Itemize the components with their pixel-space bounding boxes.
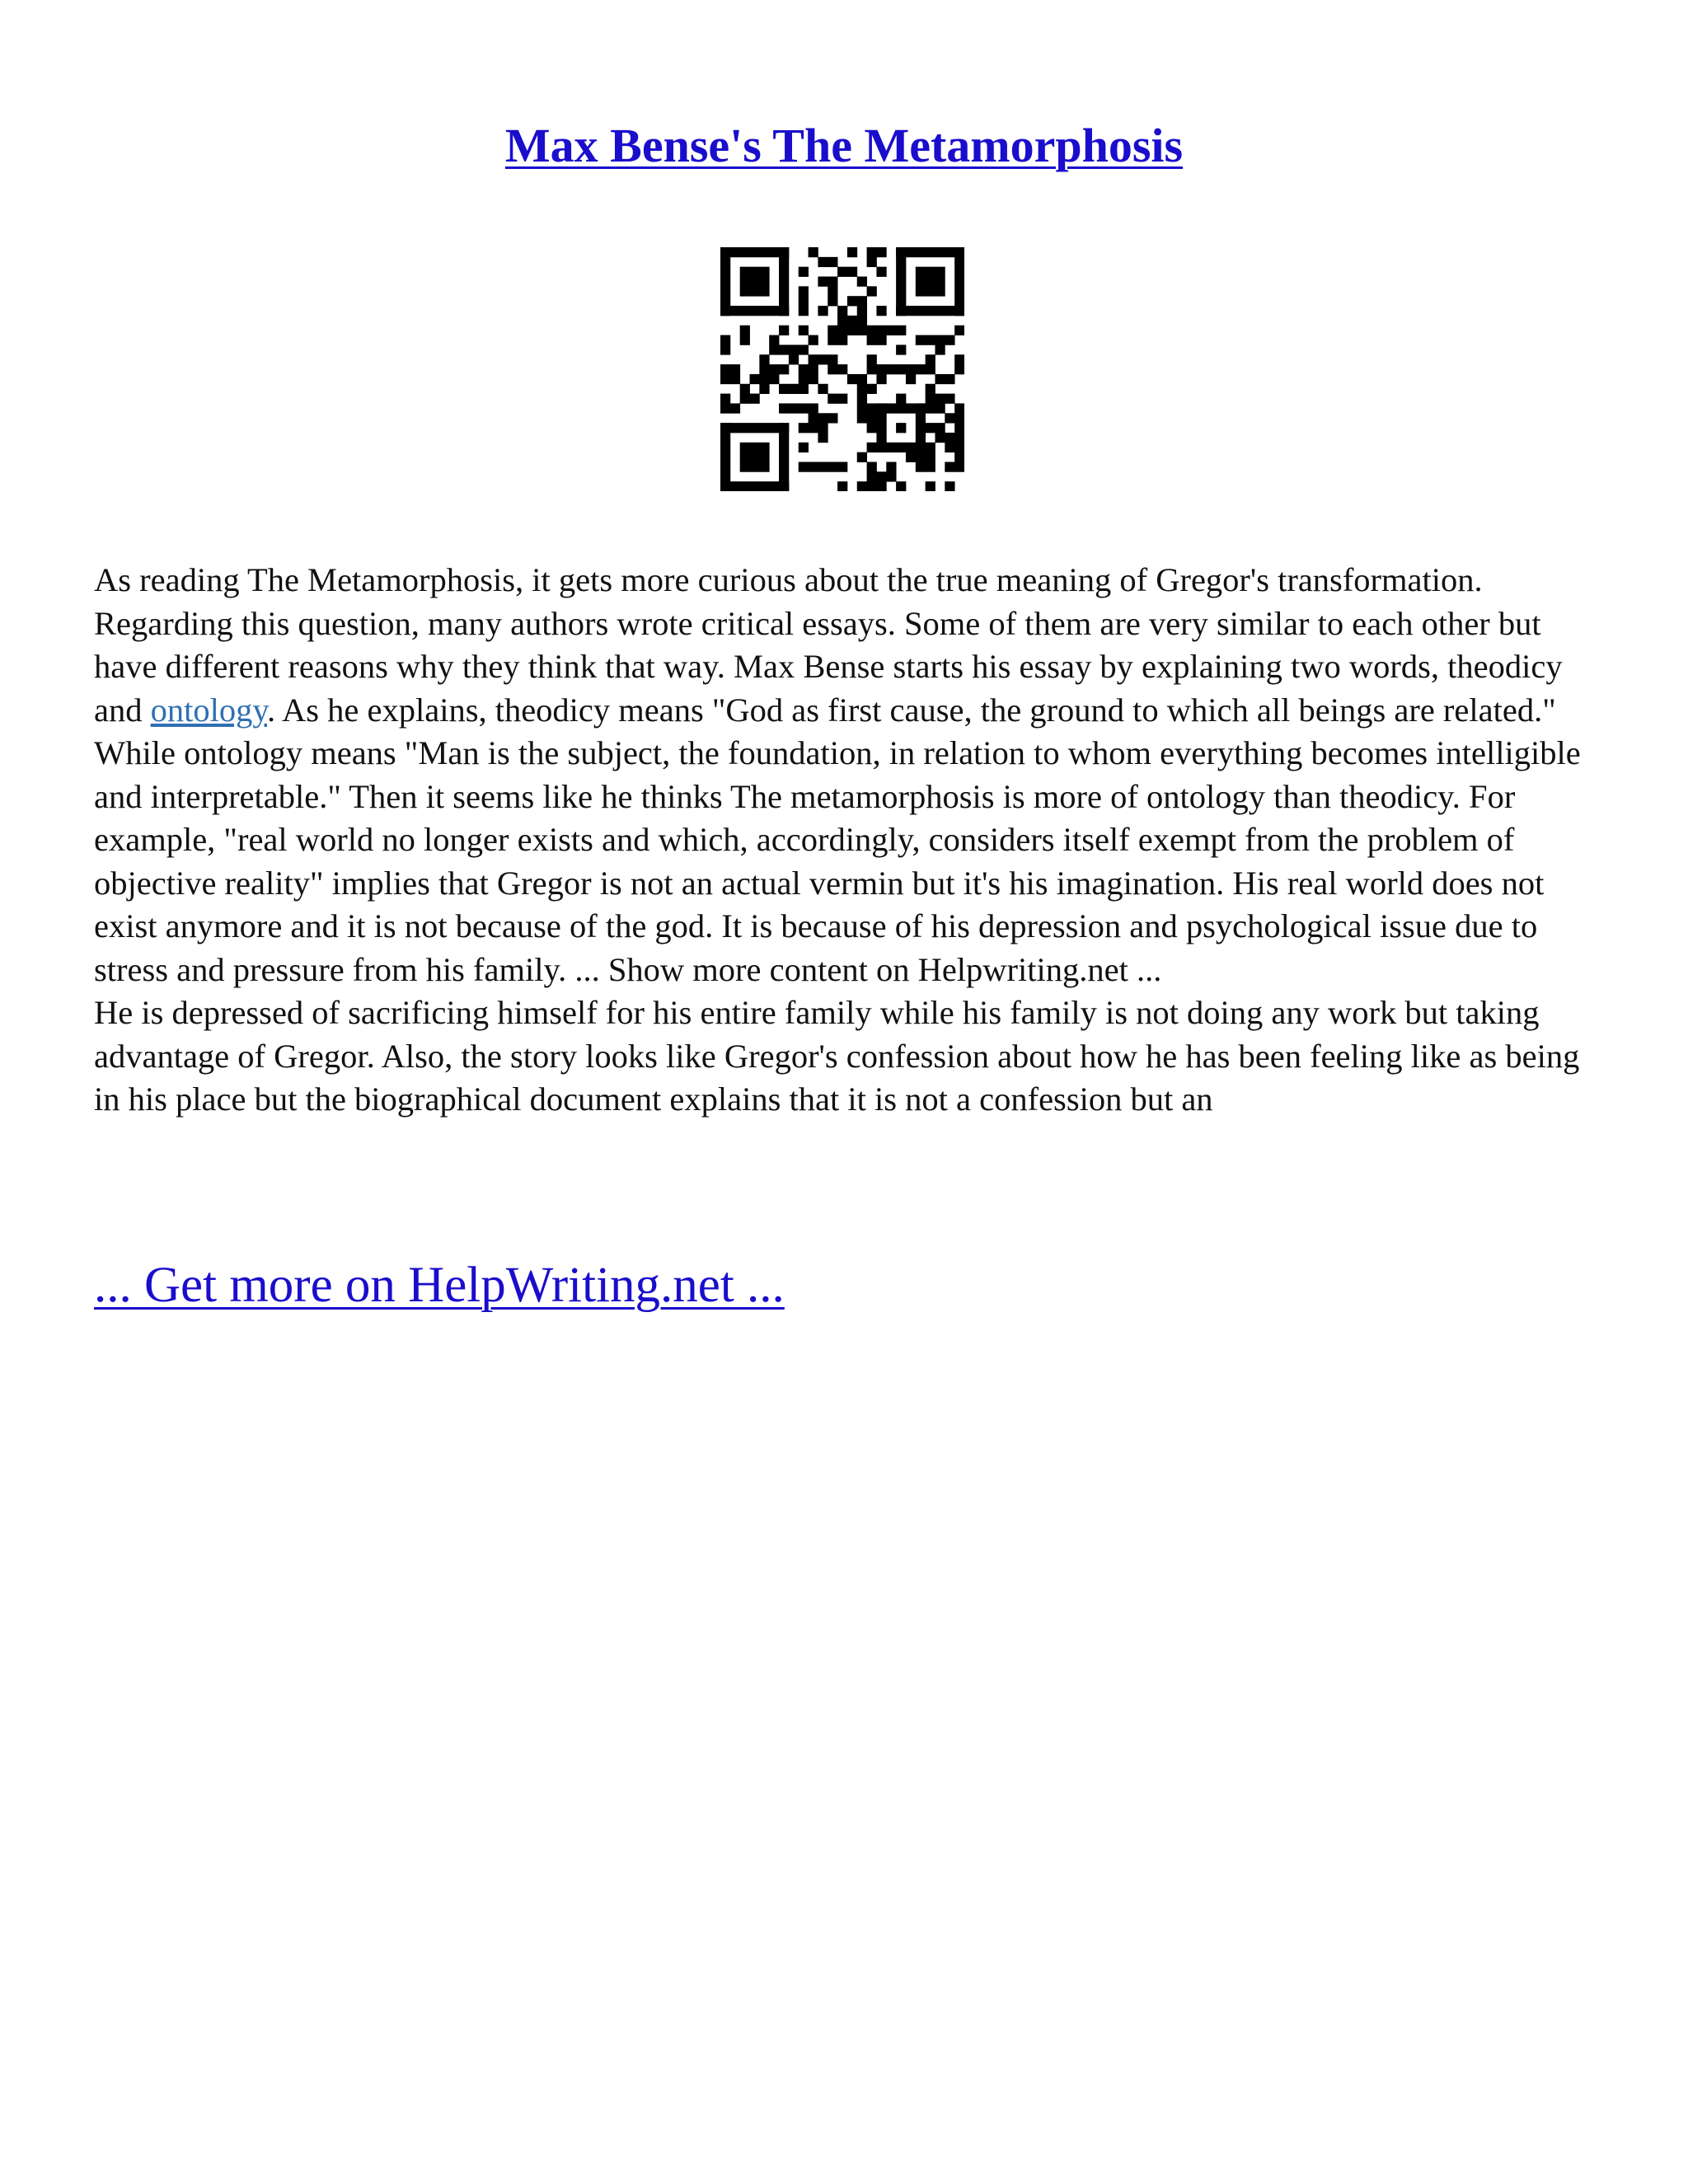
qr-code-icon xyxy=(720,247,964,491)
get-more-paragraph xyxy=(94,1254,785,1317)
ontology-link[interactable]: ontology xyxy=(150,691,267,729)
essay-body xyxy=(94,559,1594,1122)
get-more-link[interactable]: ... Get more on HelpWriting.net ... xyxy=(94,1258,785,1313)
page-title xyxy=(0,114,1688,178)
essay-paragraph-1 xyxy=(94,559,1594,991)
paragraph-1-text-start: As reading The Metamorphosis, it gets more curious about the true meaning of Gregor's transformation. Regarding this question, many authors wrote critical essays. Some of them are very similar to each other but have different reasons why they think that way. Max Bense starts his essay by explaining two words, theodicy and xyxy=(94,561,1563,729)
paragraph-1-text-end: . As he explains, theodicy means "God as first cause, the ground to which all beings are related." While ontology means "Man is the subject, the foundation, in relation to whom everything becomes intelligible and interpretable." Then it seems like he thinks The metamorphosis is more of ontology than theodicy. For example, "real world no longer exists and which, accordingly, considers itself exempt from the problem of objective reality" implies that Gregor is not an actual vermin but it's his imagination. His real world does not exist anymore and it is not because of the god. It is because of his depression and psychological issue due to stress and pressure from his family. ... Show more content on Helpwriting.net ... xyxy=(94,691,1581,988)
title-link[interactable]: Max Bense's The Metamorphosis xyxy=(504,119,1184,172)
essay-paragraph-2: He is depressed of sacrificing himself for his entire family while his family is not doing any work but taking advantage of Gregor. Also, the story looks like Gregor's confession about how he has been feeling like as being in his place but the biographical document explains that it is not a confession but an xyxy=(94,994,1580,1118)
